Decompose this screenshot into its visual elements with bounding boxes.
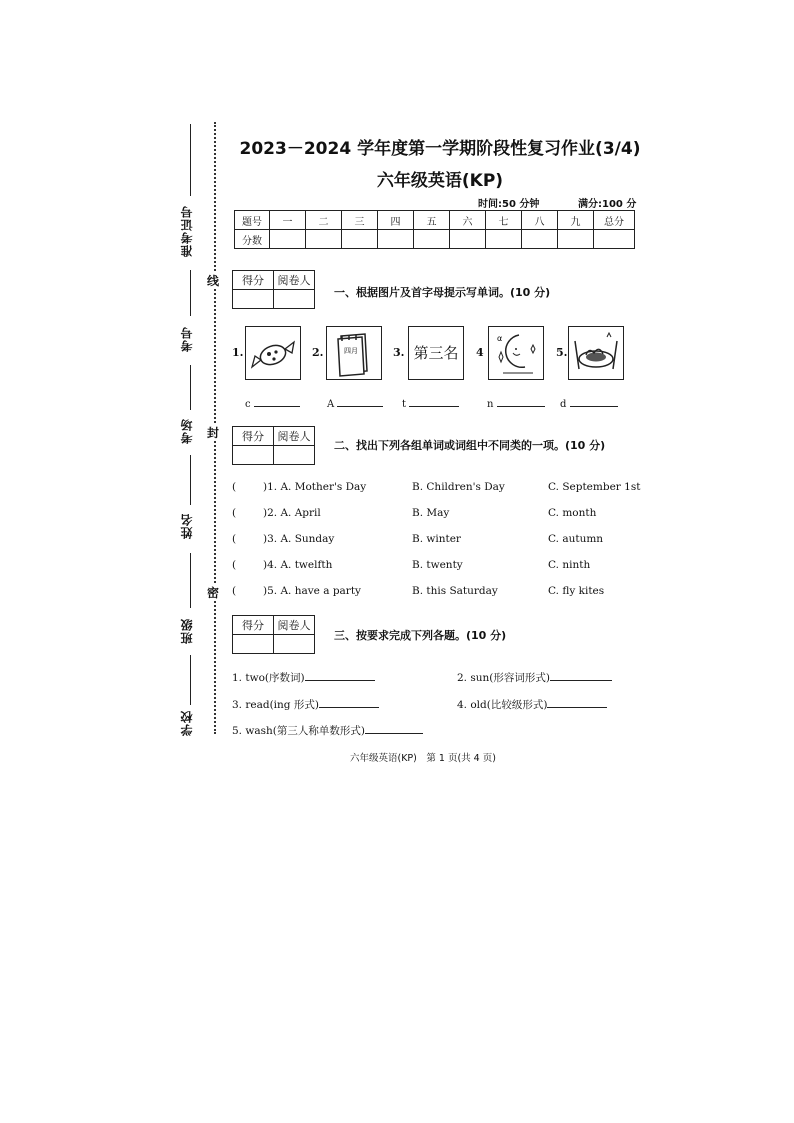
score-header-cell: 五 [414,211,450,230]
question-stem: )4. A. twelfth [263,559,333,571]
pic-number-5: 5. [556,346,568,359]
option-c[interactable]: C. ninth [548,559,591,571]
score-header-cell: 三 [342,211,378,230]
task-item-2[interactable] [457,670,612,685]
score-cell[interactable] [558,230,594,249]
task-label: 5. wash(第三人称单数形式) [232,725,365,737]
score-header-cell: 八 [522,211,558,230]
task-label: 1. two(序数词) [232,672,305,684]
svg-text:α: α [497,334,503,343]
pic-number-1: 1. [232,346,244,359]
binding-label-exam-cert: 准考证号 [180,205,194,257]
grader-score-label: 得分 [233,271,274,290]
calendar-april-icon [327,327,381,379]
task-item-1[interactable] [232,670,375,685]
task-label: 2. sun(形容词形式) [457,672,550,684]
option-b[interactable]: B. Children's Day [412,481,505,493]
dinner-plate-icon [569,327,623,379]
task-label: 3. read(ing 形式) [232,699,319,711]
answer-blank-5[interactable] [560,396,618,410]
score-header-cell: 二 [306,211,342,230]
grader-score-cell[interactable] [233,446,274,465]
answer-blank-3[interactable] [402,396,459,410]
score-cell[interactable] [450,230,486,249]
page-subtitle: 六年级英语(KP) [376,171,504,191]
option-c[interactable]: C. month [548,507,597,519]
binding-label-exam-number: 考号 [180,326,194,352]
score-table-value-row [235,230,635,249]
score-cell[interactable] [522,230,558,249]
dinner-picture [568,326,624,380]
section-3-title: 三、按要求完成下列各题。(10 分) [334,629,507,642]
question-row: ( [232,507,237,519]
full-score: 满分:100 分 [578,199,637,210]
third-place-text: 第三名 [413,344,459,362]
seal-char-line: 线 [207,274,220,288]
binding-label-exam-room: 考场 [180,418,194,444]
seal-char-secret: 密 [207,586,220,600]
score-header-cell: 六 [450,211,486,230]
binding-line-6 [190,655,191,705]
section-2-title: 二、找出下列各组单词或词组中不同类的一项。(10 分) [334,439,606,452]
hint-letter: d [560,399,567,410]
calendar-picture [326,326,382,380]
option-c[interactable]: C. autumn [548,533,604,545]
question-row: ( [232,585,237,597]
pic-number-3: 3. [393,346,405,359]
option-b[interactable]: B. twenty [412,559,463,571]
moon-night-icon [489,327,543,379]
answer-blank-1[interactable] [245,396,300,410]
question-stem: )1. A. Mother's Day [263,481,367,493]
grader-box-1 [232,270,315,309]
question-row: ( [232,533,237,545]
seal-char-seal: 封 [207,426,220,440]
score-cell[interactable] [486,230,522,249]
grader-score-cell[interactable] [233,635,274,654]
option-b[interactable]: B. winter [412,533,461,545]
grader-reviewer-label: 阅卷人 [274,271,315,290]
option-c[interactable]: C. fly kites [548,585,605,597]
score-table [234,210,635,249]
hint-letter: c [245,399,251,410]
score-row-label: 分数 [235,230,270,249]
binding-label-class: 班级 [180,618,194,644]
question-row: ( [232,481,237,493]
score-header-cell: 一 [270,211,306,230]
grader-score-cell[interactable] [233,290,274,309]
task-item-3[interactable] [232,697,379,712]
binding-line-2 [190,270,191,316]
pic-number-4: 4 [476,346,484,359]
score-table-header-row [235,211,635,230]
answer-blank-4[interactable] [487,396,545,410]
score-header-cell: 总分 [594,211,635,230]
option-b[interactable]: B. May [412,507,450,519]
page-footer: 六年级英语(KP) 第 1 页(共 4 页) [350,753,496,764]
binding-line-3 [190,365,191,410]
score-cell[interactable] [270,230,306,249]
calendar-text: 四月 [344,347,358,355]
score-cell[interactable] [306,230,342,249]
score-header-cell: 题号 [235,211,270,230]
section-1-title: 一、根据图片及首字母提示写单词。(10 分) [334,286,551,299]
third-place-picture [408,326,464,380]
score-cell[interactable] [414,230,450,249]
grader-reviewer-label: 阅卷人 [274,427,315,446]
question-row: ( [232,559,237,571]
question-stem: )2. A. April [263,507,321,519]
grader-reviewer-label: 阅卷人 [274,616,315,635]
grader-score-label: 得分 [233,616,274,635]
grader-box-3 [232,615,315,654]
hint-letter: n [487,399,494,410]
score-header-cell: 四 [378,211,414,230]
grader-reviewer-cell[interactable] [274,290,315,309]
score-header-cell: 九 [558,211,594,230]
option-b[interactable]: B. this Saturday [412,585,498,597]
score-cell[interactable] [594,230,635,249]
candy-icon [246,327,300,379]
grader-reviewer-cell[interactable] [274,446,315,465]
pic-number-2: 2. [312,346,324,359]
option-c[interactable]: C. September 1st [548,481,641,493]
binding-line-1 [190,124,191,196]
binding-label-name: 姓名 [180,513,194,539]
task-item-5[interactable] [232,723,423,738]
hint-letter: t [402,399,407,410]
score-cell[interactable] [342,230,378,249]
binding-line-5 [190,553,191,608]
grader-reviewer-cell[interactable] [274,635,315,654]
grader-box-2 [232,426,315,465]
night-picture [488,326,544,380]
binding-label-school: 学校 [180,710,194,736]
hint-letter: A [327,399,335,410]
answer-blank-2[interactable] [327,396,383,410]
question-stem: )3. A. Sunday [263,533,335,545]
grader-score-label: 得分 [233,427,274,446]
score-cell[interactable] [378,230,414,249]
task-label: 4. old(比较级形式) [457,699,548,711]
task-item-4[interactable] [457,697,607,712]
score-header-cell: 七 [486,211,522,230]
binding-line-4 [190,455,191,505]
time-limit: 时间:50 分钟 [478,199,540,210]
question-stem: )5. A. have a party [263,585,361,597]
candy-picture [245,326,301,380]
page-title: 2023－2024 学年度第一学期阶段性复习作业(3/4) [239,139,641,159]
